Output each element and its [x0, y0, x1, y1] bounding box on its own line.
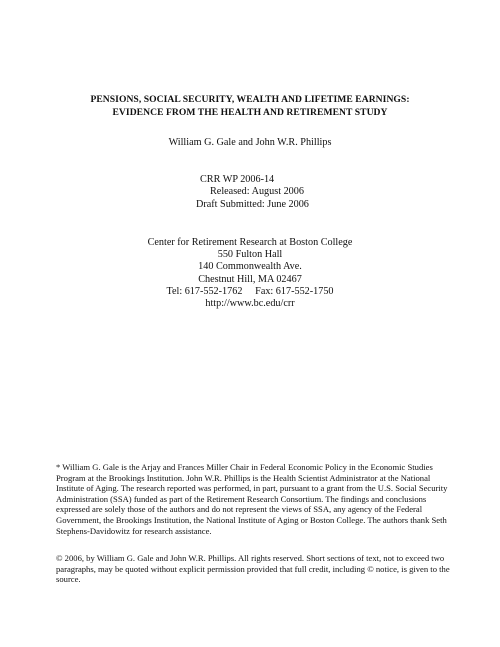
center-phone-fax: Tel: 617-552-1762 Fax: 617-552-1750 — [166, 285, 334, 297]
center-address-line-1: 550 Fulton Hall — [217, 249, 283, 261]
author-footnote: * William G. Gale is the Arjay and Frances Miller Chair in Federal Economic Policy in the Economic Studies Program at the Brookings Institution. John W.R. Phillips is the Health Scientist Administrator at the National Institute of Aging. The research reported was performed, in part, pursuant to a grant from the U.S. Social Security Administration (SSA) funded as part of the Retirement Research Consortium. The findings and conclusions expressed are solely those of the authors and do not represent the views of SSA, any agency of the Federal Government, the Brookings Institution, the National Institute of Aging or Boston College. The authors thank Seth Stephens-Davidowitz for research assistance. — [56, 462, 448, 536]
paper-title-line-2: EVIDENCE FROM THE HEALTH AND RETIREMENT STUDY — [112, 106, 388, 118]
paper-authors: William G. Gale and John W.R. Phillips — [168, 137, 332, 148]
center-address-line-2: 140 Commonwealth Ave. — [198, 261, 302, 273]
paper-title — [0, 94, 500, 119]
working-paper-number: CRR WP 2006-14 — [200, 174, 275, 185]
center-name: Center for Retirement Research at Boston College — [147, 237, 353, 248]
draft-submitted-date: Draft Submitted: June 2006 — [196, 198, 309, 210]
center-city: Chestnut Hill, MA 02467 — [198, 273, 302, 285]
paper-title-line-1: PENSIONS, SOCIAL SECURITY, WEALTH AND LIFETIME EARNINGS: — [90, 94, 410, 105]
center-address-block — [0, 237, 500, 310]
copyright-notice: © 2006, by William G. Gale and John W.R. Phillips. All rights reserved. Short sections of text, not to exceed two paragraphs, may be quoted without explicit permission provided that full credit, including © notice, is given to the source. — [56, 553, 450, 585]
release-date: Released: August 2006 — [210, 186, 304, 198]
center-url: http://www.bc.edu/crr — [205, 298, 295, 310]
